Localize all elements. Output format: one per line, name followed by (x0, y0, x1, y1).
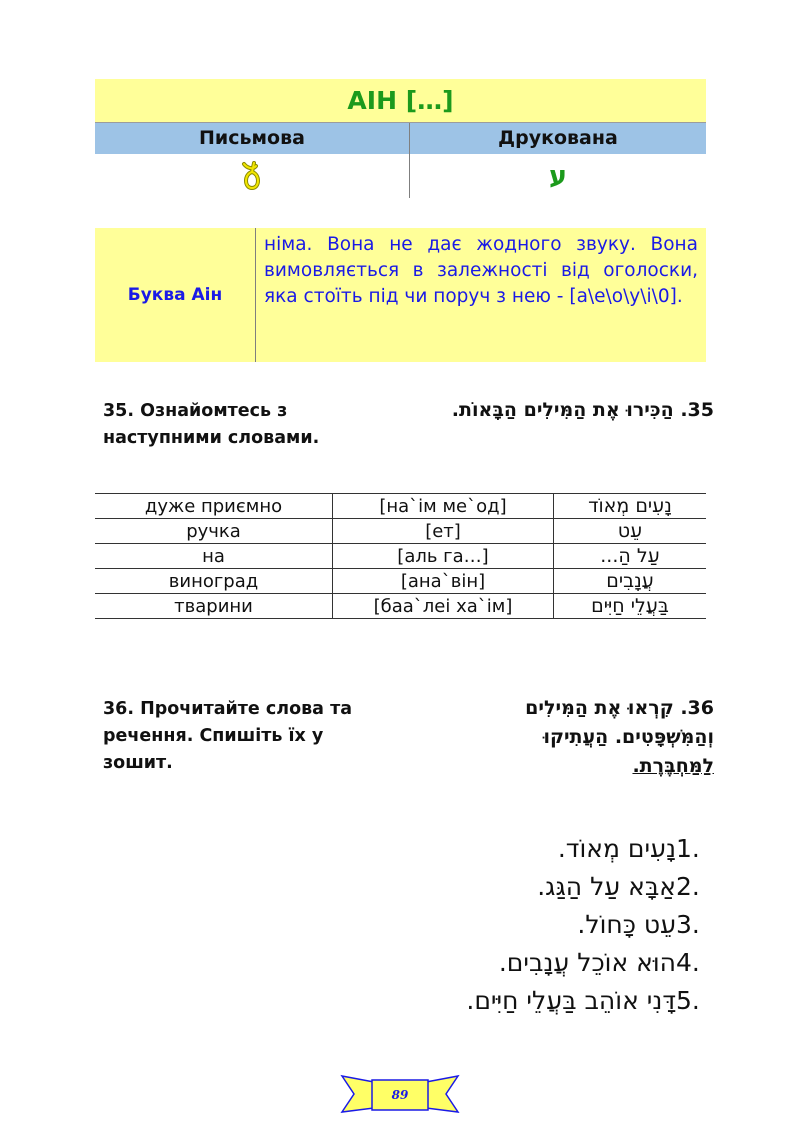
ex35-uk-line: 35. Ознайомтесь з (103, 401, 288, 421)
ex35-uk-line: наступними словами. (103, 428, 320, 448)
ex36-he-line: וְהַמִּשְׁפָּטִים. הַעֲתִיקוּ (543, 726, 714, 748)
word-he: נָעִים מְאוֹד (554, 494, 707, 519)
word-uk: виноград (95, 569, 333, 594)
vocab-table (95, 493, 706, 619)
ex36-he-line: לַמַּחְבֶּרֶת. (632, 755, 714, 777)
word-he: בַּעֲלֵי חַיִּים (554, 594, 707, 619)
letter-card (95, 79, 706, 198)
word-he: עַל הַ... (554, 544, 707, 569)
ex36-instruction-he (394, 694, 714, 781)
word-he: עֵט (554, 519, 707, 544)
word-translit: [ана`він] (333, 569, 554, 594)
list-item (466, 830, 724, 868)
list-item (466, 944, 724, 982)
col-written-header: Письмова (95, 123, 410, 154)
sentence-number: 3. (676, 910, 700, 939)
sentence-number: 2. (676, 872, 700, 901)
ex36-uk-line: 36. Прочитайте слова та (103, 699, 353, 719)
table-row (95, 544, 706, 569)
sentence-number: 5. (676, 986, 700, 1015)
list-item (466, 982, 724, 1020)
sentence-text: נָעִים מְאוֹד. (557, 834, 676, 863)
ain-description-box (95, 228, 706, 362)
sentence-text: אַבָּא עַל הַגַּג. (537, 872, 676, 901)
word-he: עֲנָבִים (554, 569, 707, 594)
page-number-badge (340, 1072, 460, 1116)
ex36-he-line: 36. קִרְאוּ אֶת הַמִּילִים (525, 697, 714, 719)
table-row (95, 594, 706, 619)
list-item (466, 868, 724, 906)
ex35-instruction-uk (103, 398, 319, 452)
written-ain-glyph (95, 154, 410, 198)
word-uk: на (95, 544, 333, 569)
letter-header-row (95, 123, 706, 154)
sentence-number: 1. (676, 834, 700, 863)
letter-glyph-row (95, 154, 706, 198)
sentence-text: עֵט כָּחוֹל. (577, 910, 676, 939)
printed-ain-cell (410, 154, 706, 198)
sentence-number: 4. (676, 948, 700, 977)
sentence-text: דָּנִי אוֹהֵב בַּעֲלֵי חַיִּים. (466, 986, 676, 1015)
list-item (466, 906, 724, 944)
page-number: 89 (391, 1088, 409, 1102)
script-ain-icon (239, 160, 265, 192)
sentence-text: הוּא אוֹכֵל עֲנָבִים. (498, 948, 676, 977)
word-uk: ручка (95, 519, 333, 544)
word-translit: [на`ім ме`од] (333, 494, 554, 519)
ain-description: німа. Вона не дає жодного звуку. Вона вимовляється в залежності від оголоски, яка стоїть під чи поруч з нею - [a\e\o\y\i\0]. (264, 234, 698, 307)
word-translit: [аль га…] (333, 544, 554, 569)
sentence-list (466, 830, 724, 1020)
word-uk: дуже приємно (95, 494, 333, 519)
ex35-instruction-he: 35. הַכִּירוּ אֶת הַמִּילִים הַבָּאוֹת. (451, 399, 714, 421)
ex36-instruction-uk (103, 696, 352, 777)
table-row (95, 494, 706, 519)
printed-ain-glyph: ע (549, 160, 567, 192)
word-translit: [ет] (333, 519, 554, 544)
ex36-uk-line: речення. Спишіть їх у (103, 726, 324, 746)
col-printed-header: Друкована (498, 127, 618, 149)
table-row (95, 569, 706, 594)
table-row (95, 519, 706, 544)
ex36-uk-line: зошит. (103, 753, 173, 773)
word-uk: тварини (95, 594, 333, 619)
word-translit: [баа`леі ха`ім] (333, 594, 554, 619)
letter-title: АІН […] (95, 79, 706, 123)
ain-label: Буква Аін (95, 228, 256, 362)
